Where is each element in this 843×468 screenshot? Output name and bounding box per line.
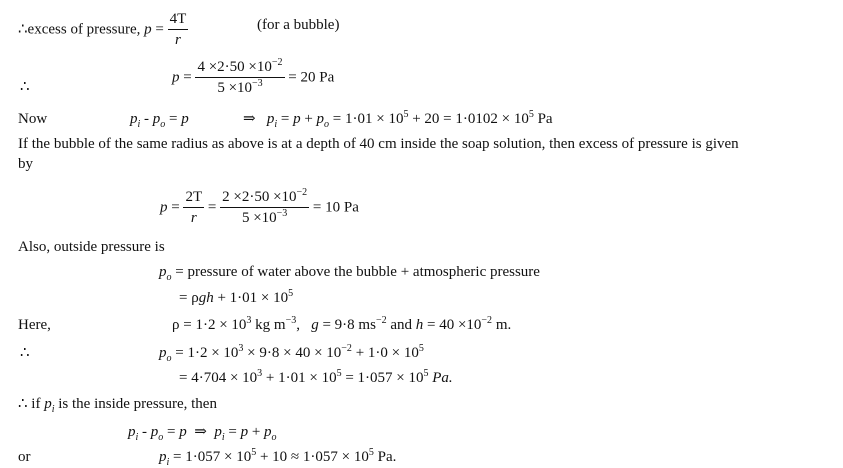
unit: kg m <box>251 317 286 333</box>
bubble-note: (for a bubble) <box>257 17 340 33</box>
value: + 1·01 × 10 <box>262 370 337 386</box>
var-p: p <box>264 424 272 440</box>
den-exp: −3 <box>276 208 288 219</box>
fraction-numeric <box>195 57 284 96</box>
value: = 4·704 × 10 <box>179 370 258 386</box>
fraction-numerator <box>195 57 284 78</box>
exp: 5 <box>403 109 409 120</box>
value: = 1·01 × 10 <box>329 111 404 127</box>
var-p: p <box>179 424 187 440</box>
line-if-pi <box>18 396 217 415</box>
var-p: p <box>181 111 189 127</box>
sub-i: i <box>166 457 170 468</box>
exp: −3 <box>285 315 297 326</box>
equals: = <box>277 111 294 127</box>
h-value: = 40 ×10 <box>423 317 482 333</box>
line-po-numeric <box>159 343 424 364</box>
line-pi-relation <box>128 424 277 443</box>
var-p: p <box>159 345 167 361</box>
exp: −2 <box>481 315 493 326</box>
therefore-symbol: ∴ <box>20 79 30 95</box>
unit: Pa <box>533 111 553 127</box>
value: = 1·057 × 10 <box>169 449 252 465</box>
line-excess-pressure <box>18 12 188 48</box>
exp: 3 <box>257 368 263 379</box>
line-p-equals-10 <box>160 187 359 226</box>
sub-i: i <box>221 432 225 443</box>
num-text: 4 ×2·50 ×10 <box>197 59 272 75</box>
var-p: p <box>44 396 52 412</box>
line-now-equation <box>130 111 189 130</box>
equals: = <box>224 424 241 440</box>
lead: ∴ if <box>18 396 45 412</box>
sub-o: o <box>324 119 330 130</box>
exp: 5 <box>423 368 429 379</box>
sub-o: o <box>166 272 172 283</box>
exp: 5 <box>251 447 257 458</box>
gh: gh <box>198 290 214 306</box>
fraction-2T-over-r <box>183 190 204 226</box>
var-p: p <box>172 69 180 86</box>
value: + 1·01 × 10 <box>213 290 289 306</box>
var-p: p <box>240 424 249 440</box>
value: + 10 ≈ 1·057 × 10 <box>256 449 369 465</box>
sub-o: o <box>160 119 166 130</box>
equals: = <box>163 424 180 440</box>
exp: −2 <box>341 343 352 354</box>
value: + 1·0 × 10 <box>351 345 419 361</box>
fraction-denominator: r <box>190 210 197 226</box>
g-value: = 9·8 ms <box>318 317 376 333</box>
equals: = <box>171 199 180 216</box>
value: = 1·057 × 10 <box>341 370 424 386</box>
plus: + <box>248 424 265 440</box>
value: = 1·2 × 10 <box>171 345 239 361</box>
implies-arrow: ⇒ <box>243 111 256 127</box>
fraction-numerator <box>220 187 309 208</box>
here-label: Here, <box>18 317 51 333</box>
num-exp: −2 <box>271 57 283 68</box>
sub-o: o <box>271 432 277 443</box>
sub-i: i <box>51 404 55 415</box>
den-text: 5 ×10 <box>241 210 277 226</box>
line-po-result <box>179 368 453 386</box>
plus: + <box>300 111 317 127</box>
fraction-numeric <box>220 187 309 226</box>
fraction-4T-over-r <box>168 12 189 48</box>
fraction-numerator: 4T <box>168 12 189 30</box>
exp: 5 <box>418 343 424 354</box>
sub-o: o <box>166 353 172 364</box>
den-exp: −3 <box>252 78 263 89</box>
rho: = ρ <box>179 290 199 306</box>
unit: Pa. <box>373 449 397 465</box>
exp: 5 <box>336 368 342 379</box>
var-p: p <box>266 111 275 127</box>
sub-i: i <box>274 119 278 130</box>
sub-o: o <box>158 432 164 443</box>
equals: = <box>165 111 182 127</box>
result: = 20 Pa <box>288 69 335 86</box>
exp: 5 <box>368 447 374 458</box>
equals: = <box>207 199 217 216</box>
var-p: p <box>150 424 159 440</box>
var-p: p <box>159 264 167 280</box>
paragraph-line-2: by <box>18 156 33 172</box>
unit: Pa. <box>428 370 453 386</box>
exp: −2 <box>375 315 387 326</box>
and: and <box>386 317 416 333</box>
equals-sign: = <box>155 21 164 38</box>
var-g: g <box>311 317 319 333</box>
var-p: p <box>316 111 325 127</box>
exp: 3 <box>246 315 252 326</box>
var-p: p <box>128 424 136 440</box>
rho-value: ρ = 1·2 × 10 <box>172 317 247 333</box>
paragraph-line-1: If the bubble of the same radius as above is at a depth of 40 cm inside the soap solution, then excess of pressure is given <box>18 136 739 152</box>
exp: 5 <box>288 288 294 299</box>
sep: , <box>296 317 312 333</box>
now-label: Now <box>18 111 48 127</box>
implies-arrow: ⇒ <box>186 424 215 440</box>
exp: 3 <box>238 343 244 354</box>
var-p: p <box>152 111 161 127</box>
therefore-symbol: ∴ <box>20 345 30 361</box>
line-rho-g-h <box>179 288 294 306</box>
var-p: p <box>293 111 301 127</box>
value: × 9·8 × 40 × 10 <box>243 345 342 361</box>
also-outside-pressure: Also, outside pressure is <box>18 239 165 255</box>
result: = 10 Pa <box>312 199 359 216</box>
num-text: 2 ×2·50 ×10 <box>222 189 297 205</box>
num-exp: −2 <box>296 187 308 198</box>
minus: - <box>138 424 151 440</box>
line-pi-final <box>159 447 397 468</box>
text: is the inside pressure, then <box>54 396 217 412</box>
fraction-denominator <box>220 208 309 226</box>
exp: 5 <box>528 109 534 120</box>
fraction-denominator <box>195 78 284 96</box>
unit: m. <box>492 317 512 333</box>
line-now-result <box>243 109 553 130</box>
var-p: p <box>144 21 152 38</box>
or-label: or <box>18 449 31 465</box>
fraction-numerator: 2T <box>183 190 204 208</box>
line-values <box>172 315 512 333</box>
minus: - <box>140 111 153 127</box>
sub-i: i <box>135 432 139 443</box>
line-lead: ∴excess of pressure, <box>18 21 145 38</box>
line-p-equals-20 <box>172 57 335 96</box>
definition-text: = pressure of water above the bubble + atmospheric pressure <box>171 264 540 280</box>
var-p: p <box>130 111 138 127</box>
var-h: h <box>415 317 424 333</box>
equals-sign: = <box>183 69 192 86</box>
sub-i: i <box>137 119 141 130</box>
var-p: p <box>160 199 168 216</box>
fraction-denominator: r <box>175 32 181 48</box>
var-p: p <box>214 424 222 440</box>
den-text: 5 ×10 <box>217 80 253 96</box>
value: + 20 = 1·0102 × 10 <box>408 111 529 127</box>
line-po-definition <box>159 264 540 283</box>
var-p: p <box>159 449 167 465</box>
